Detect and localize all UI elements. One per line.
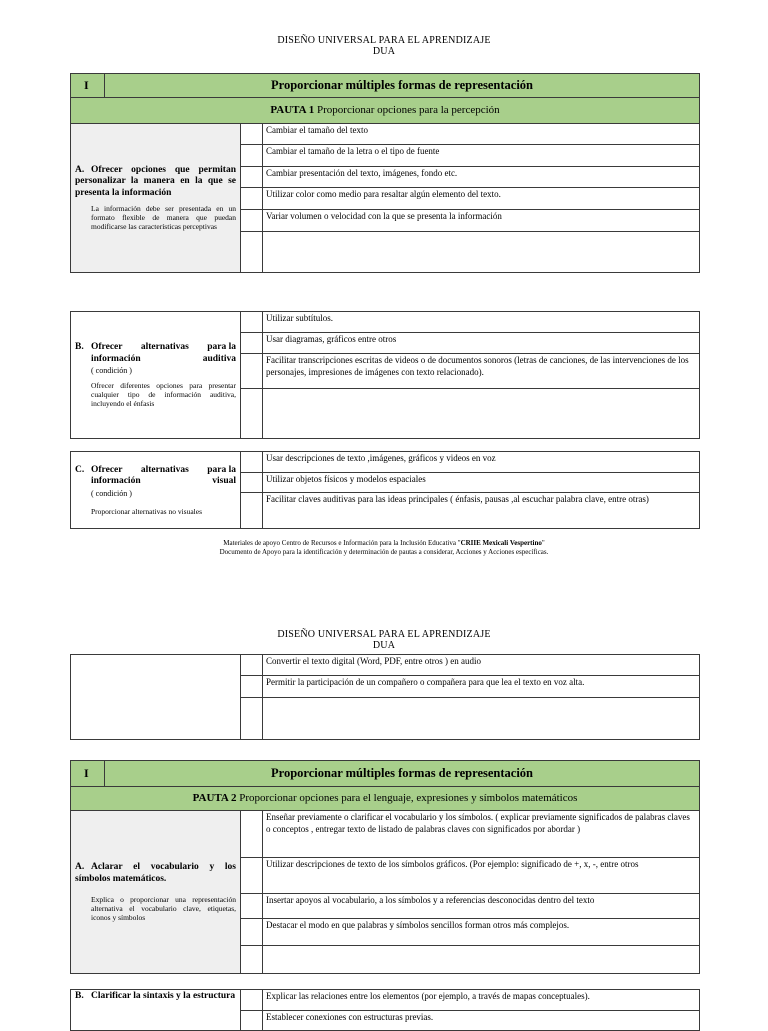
section-2a-action-2: Utilizar descripciones de texto de los símbolos gráficos. (Por ejemplo: significado de +, x, -, entre otros — [263, 858, 700, 894]
section-b-description: Ofrecer diferentes opciones para presentar cualquier tipo de información auditiva, incluyendo el énfasis — [91, 381, 236, 408]
section-c-check-3[interactable] — [241, 493, 263, 529]
footer-line-1-prefix: Materiales de apoyo Centro de Recursos e Información para la Inclusión Educativa " — [223, 539, 461, 547]
section-c-title-line-2 — [91, 476, 236, 488]
section-c-cont-action-3 — [263, 698, 700, 740]
section-2b-check-1[interactable] — [241, 990, 263, 1011]
principle-title: Proporcionar múltiples formas de representación — [105, 74, 700, 98]
principle-numeral: I — [71, 74, 105, 98]
pauta-1-text: Proporcionar opciones para la percepción — [317, 104, 500, 116]
section-c-condition: ( condición ) — [91, 488, 132, 498]
section-2b-table — [70, 989, 700, 1031]
section-a-letter: A. — [75, 164, 85, 175]
section-b-action-2: Usar diagramas, gráficos entre otros — [263, 333, 700, 354]
page-footer — [0, 539, 768, 557]
document-heading-page-2 — [0, 629, 768, 651]
section-2a-table — [70, 810, 700, 974]
section-2a-description: Explica o proporcionar una representación alternativa el vocabulario clave, etiquetas, iconos y símbolos — [91, 895, 236, 922]
section-a-table — [70, 123, 700, 273]
section-2a-letter: A. — [75, 862, 85, 872]
section-c-cont-check-1[interactable] — [241, 655, 263, 676]
section-a-action-6 — [263, 232, 700, 273]
section-b-title-word-5: auditiva — [202, 353, 236, 364]
section-a-check-2[interactable] — [241, 145, 263, 167]
section-a-action-1: Cambiar el tamaño del texto — [263, 124, 700, 145]
pauta-1-label: PAUTA 1 — [270, 104, 315, 116]
section-b-letter: B. — [75, 342, 84, 352]
section-c-criterion — [71, 452, 241, 529]
section-2a-check-4[interactable] — [241, 919, 263, 946]
section-a-description: La información debe ser presentada en un formato flexible de manera que puedan modificarse las características perceptivas — [91, 204, 236, 232]
section-b-action-3: Facilitar transcripciones escritas de videos o de documentos sonoros (letras de canciones, de las intervenciones de los personajes, impresiones de imágenes con texto relacionado). — [263, 354, 700, 389]
section-c-title-word-2: alternativas — [140, 464, 189, 475]
section-2a-check-5[interactable] — [241, 946, 263, 974]
section-a-check-3[interactable] — [241, 167, 263, 188]
section-2b-criterion — [71, 990, 241, 1031]
footer-organization: CRIIE Mexicali Vespertino — [460, 539, 542, 547]
footer-line-1-suffix: " — [541, 539, 545, 547]
section-c-continuation-table — [70, 654, 700, 740]
section-b-title-word-3: para la — [207, 342, 236, 352]
heading-subtitle: DUA — [372, 46, 396, 57]
footer-line-1 — [0, 539, 768, 548]
section-c-letter: C. — [75, 464, 85, 475]
section-2b-letter: B. — [75, 991, 84, 1001]
section-c-cont-action-2: Permitir la participación de un compañero o compañera para que lea el texto en voz alta. — [263, 676, 700, 698]
heading-subtitle-page-2: DUA — [372, 640, 396, 651]
section-2b-action-1: Explicar las relaciones entre los elementos (por ejemplo, a través de mapas conceptuales). — [263, 990, 700, 1011]
section-c-action-2: Utilizar objetos físicos y modelos espaciales — [263, 473, 700, 493]
section-b-check-4[interactable] — [241, 389, 263, 439]
section-a-action-3: Cambiar presentación del texto, imágenes, fondo etc. — [263, 167, 700, 188]
section-c-table — [70, 451, 700, 529]
section-2a-check-3[interactable] — [241, 894, 263, 919]
section-b-title-line-1 — [75, 342, 236, 354]
section-c-title-word-4: información — [91, 476, 141, 486]
section-c-action-1: Usar descripciones de texto ,imágenes, gráficos y videos en voz — [263, 452, 700, 473]
section-c-cont-action-1: Convertir el texto digital (Word, PDF, entre otros ) en audio — [263, 655, 700, 676]
section-c-action-3: Facilitar claves auditivas para las ideas principales ( énfasis, pausas ,al escuchar palabra clave, entre otras) — [263, 493, 700, 529]
section-b-title-word-1: Ofrecer — [91, 342, 123, 352]
section-a-check-5[interactable] — [241, 210, 263, 232]
section-c-title-word-1: Ofrecer — [91, 464, 123, 475]
pauta-1-header — [71, 98, 700, 124]
section-b-check-2[interactable] — [241, 333, 263, 354]
section-b-check-1[interactable] — [241, 312, 263, 333]
section-c-title-line-1 — [75, 465, 236, 477]
section-c-title-word-3: para la — [207, 464, 236, 475]
section-2b-title — [75, 991, 236, 1003]
section-a-check-4[interactable] — [241, 188, 263, 210]
section-a-check-1[interactable] — [241, 124, 263, 145]
section-c-check-1[interactable] — [241, 452, 263, 473]
section-c-cont-check-2[interactable] — [241, 676, 263, 698]
section-a-action-2: Cambiar el tamaño de la letra o el tipo de fuente — [263, 145, 700, 167]
section-2a-action-1: Enseñar previamente o clarificar el vocabulario y los símbolos. ( explicar previamente significados de palabras claves o conceptos , entregar texto de listado de palabras claves con significados por abordar ) — [263, 811, 700, 858]
heading-title: DISEÑO UNIVERSAL PARA EL APRENDIZAJE — [277, 35, 491, 46]
section-b-criterion — [71, 312, 241, 439]
footer-line-2: Documento de Apoyo para la identificación y determinación de pautas a considerar, Acciones y Acciones específicas. — [219, 548, 549, 556]
section-a-action-5: Variar volumen o velocidad con la que se presenta la información — [263, 210, 700, 232]
section-2a-action-3: Insertar apoyos al vocabulario, a los símbolos y a referencias desconocidas dentro del texto — [263, 894, 700, 919]
section-2a-action-4: Destacar el modo en que palabras y símbolos sencillos forman otros más complejos. — [263, 919, 700, 946]
section-c-check-2[interactable] — [241, 473, 263, 493]
section-2a-title-text: Aclarar el vocabulario y los símbolos matemáticos. — [75, 862, 236, 884]
section-a-title — [75, 165, 236, 200]
section-b-action-4 — [263, 389, 700, 439]
document-heading — [0, 35, 768, 57]
section-a-criterion — [71, 124, 241, 273]
section-b-check-3[interactable] — [241, 354, 263, 389]
section-2b-title-text: Clarificar la sintaxis y la estructura — [91, 991, 236, 1001]
section-a-check-6[interactable] — [241, 232, 263, 273]
section-c-continuation-criterion — [71, 655, 241, 740]
section-a-action-4: Utilizar color como medio para resaltar algún elemento del texto. — [263, 188, 700, 210]
section-b-title-word-4: información — [91, 353, 141, 364]
principle-header-table-2 — [70, 760, 700, 811]
section-2a-check-1[interactable] — [241, 811, 263, 858]
section-2b-check-2[interactable] — [241, 1011, 263, 1031]
section-b-title-line-2 — [91, 354, 236, 366]
pauta-2-label: PAUTA 2 — [192, 792, 237, 804]
principle-numeral-2: I — [71, 761, 105, 787]
section-b-table — [70, 311, 700, 439]
section-2a-criterion — [71, 811, 241, 974]
section-2a-action-5 — [263, 946, 700, 974]
section-b-title-word-2: alternativas — [140, 342, 189, 352]
heading-title-page-2: DISEÑO UNIVERSAL PARA EL APRENDIZAJE — [277, 629, 491, 640]
section-2a-check-2[interactable] — [241, 858, 263, 894]
section-b-action-1: Utilizar subtítulos. — [263, 312, 700, 333]
pauta-2-text: Proporcionar opciones para el lenguaje, expresiones y símbolos matemáticos — [239, 792, 578, 804]
principle-header-table — [70, 73, 700, 124]
section-2a-title — [75, 862, 236, 885]
section-2b-action-2: Establecer conexiones con estructuras previas. — [263, 1011, 700, 1031]
section-c-title-word-5: visual — [212, 476, 236, 486]
principle-title-2: Proporcionar múltiples formas de representación — [105, 761, 700, 787]
section-b-condition: ( condición ) — [91, 366, 132, 375]
section-c-cont-check-3[interactable] — [241, 698, 263, 740]
section-c-description: Proporcionar alternativas no visuales — [91, 506, 203, 516]
section-a-title-text: Ofrecer opciones que permitan personalizar la manera en la que se presenta la información — [75, 164, 236, 198]
pauta-2-header — [71, 787, 700, 811]
